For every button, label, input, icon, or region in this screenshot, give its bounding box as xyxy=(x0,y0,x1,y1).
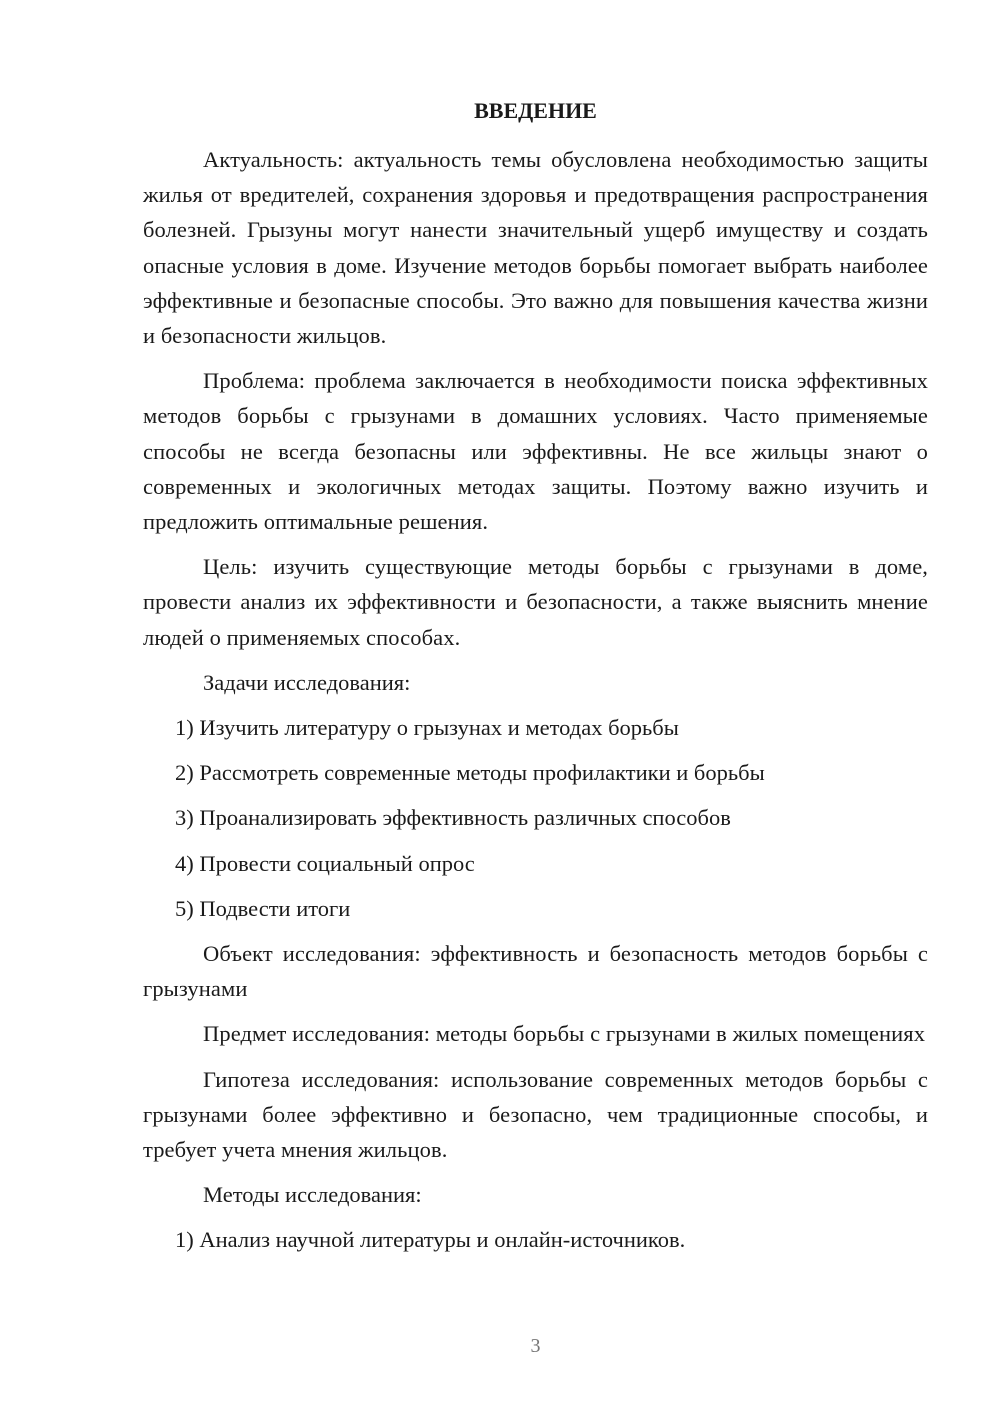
hypothesis-paragraph: Гипотеза исследования: использование современных методов борьбы с грызунами более эффективно и безопасно, чем традиционные способы, и требует учета мнения жильцов. xyxy=(143,1066,928,1163)
document-body xyxy=(143,142,928,1268)
task-item: 3) Проанализировать эффективность различных способов xyxy=(175,805,731,831)
task-item: 4) Провести социальный опрос xyxy=(175,850,475,876)
goal-paragraph: Цель: изучить существующие методы борьбы с грызунами в доме, провести анализ их эффективности и безопасности, а также выяснить мнение людей о применяемых способах. xyxy=(143,554,928,650)
task-item: 5) Подвести итоги xyxy=(175,895,351,921)
tasks-heading: Задачи исследования: xyxy=(203,669,411,695)
document-page xyxy=(143,0,928,1414)
page-title: ВВЕДЕНИЕ xyxy=(474,98,597,123)
method-item: 1) Анализ научной литературы и онлайн-источников. xyxy=(175,1227,686,1253)
page-number: 3 xyxy=(530,1335,541,1357)
problem-paragraph: Проблема: проблема заключается в необходимости поиска эффективных методов борьбы с грызунами в домашних условиях. Часто применяемые способы не всегда безопасны или эффективны. Не все жильцы знают о современных и экологичных методах защиты. Поэтому важно изучить и предложить оптимальные решения. xyxy=(143,368,928,535)
relevance-paragraph: Актуальность: актуальность темы обусловлена необходимостью защиты жилья от вредителей, сохранения здоровья и предотвращения распространения болезней. Грызуны могут нанести значительный ущерб имуществу и создать опасные условия в доме. Изучение методов борьбы помогает выбрать наиболее эффективные и безопасные способы. Это важно для повышения качества жизни и безопасности жильцов. xyxy=(143,147,928,349)
task-item: 2) Рассмотреть современные методы профилактики и борьбы xyxy=(175,760,765,786)
subject-paragraph: Предмет исследования: методы борьбы с грызунами в жилых помещениях xyxy=(203,1021,926,1047)
methods-heading: Методы исследования: xyxy=(203,1182,422,1208)
object-paragraph: Объект исследования: эффективность и безопасность методов борьбы с грызунами xyxy=(143,941,928,1002)
task-item: 1) Изучить литературу о грызунах и методах борьбы xyxy=(175,715,679,741)
